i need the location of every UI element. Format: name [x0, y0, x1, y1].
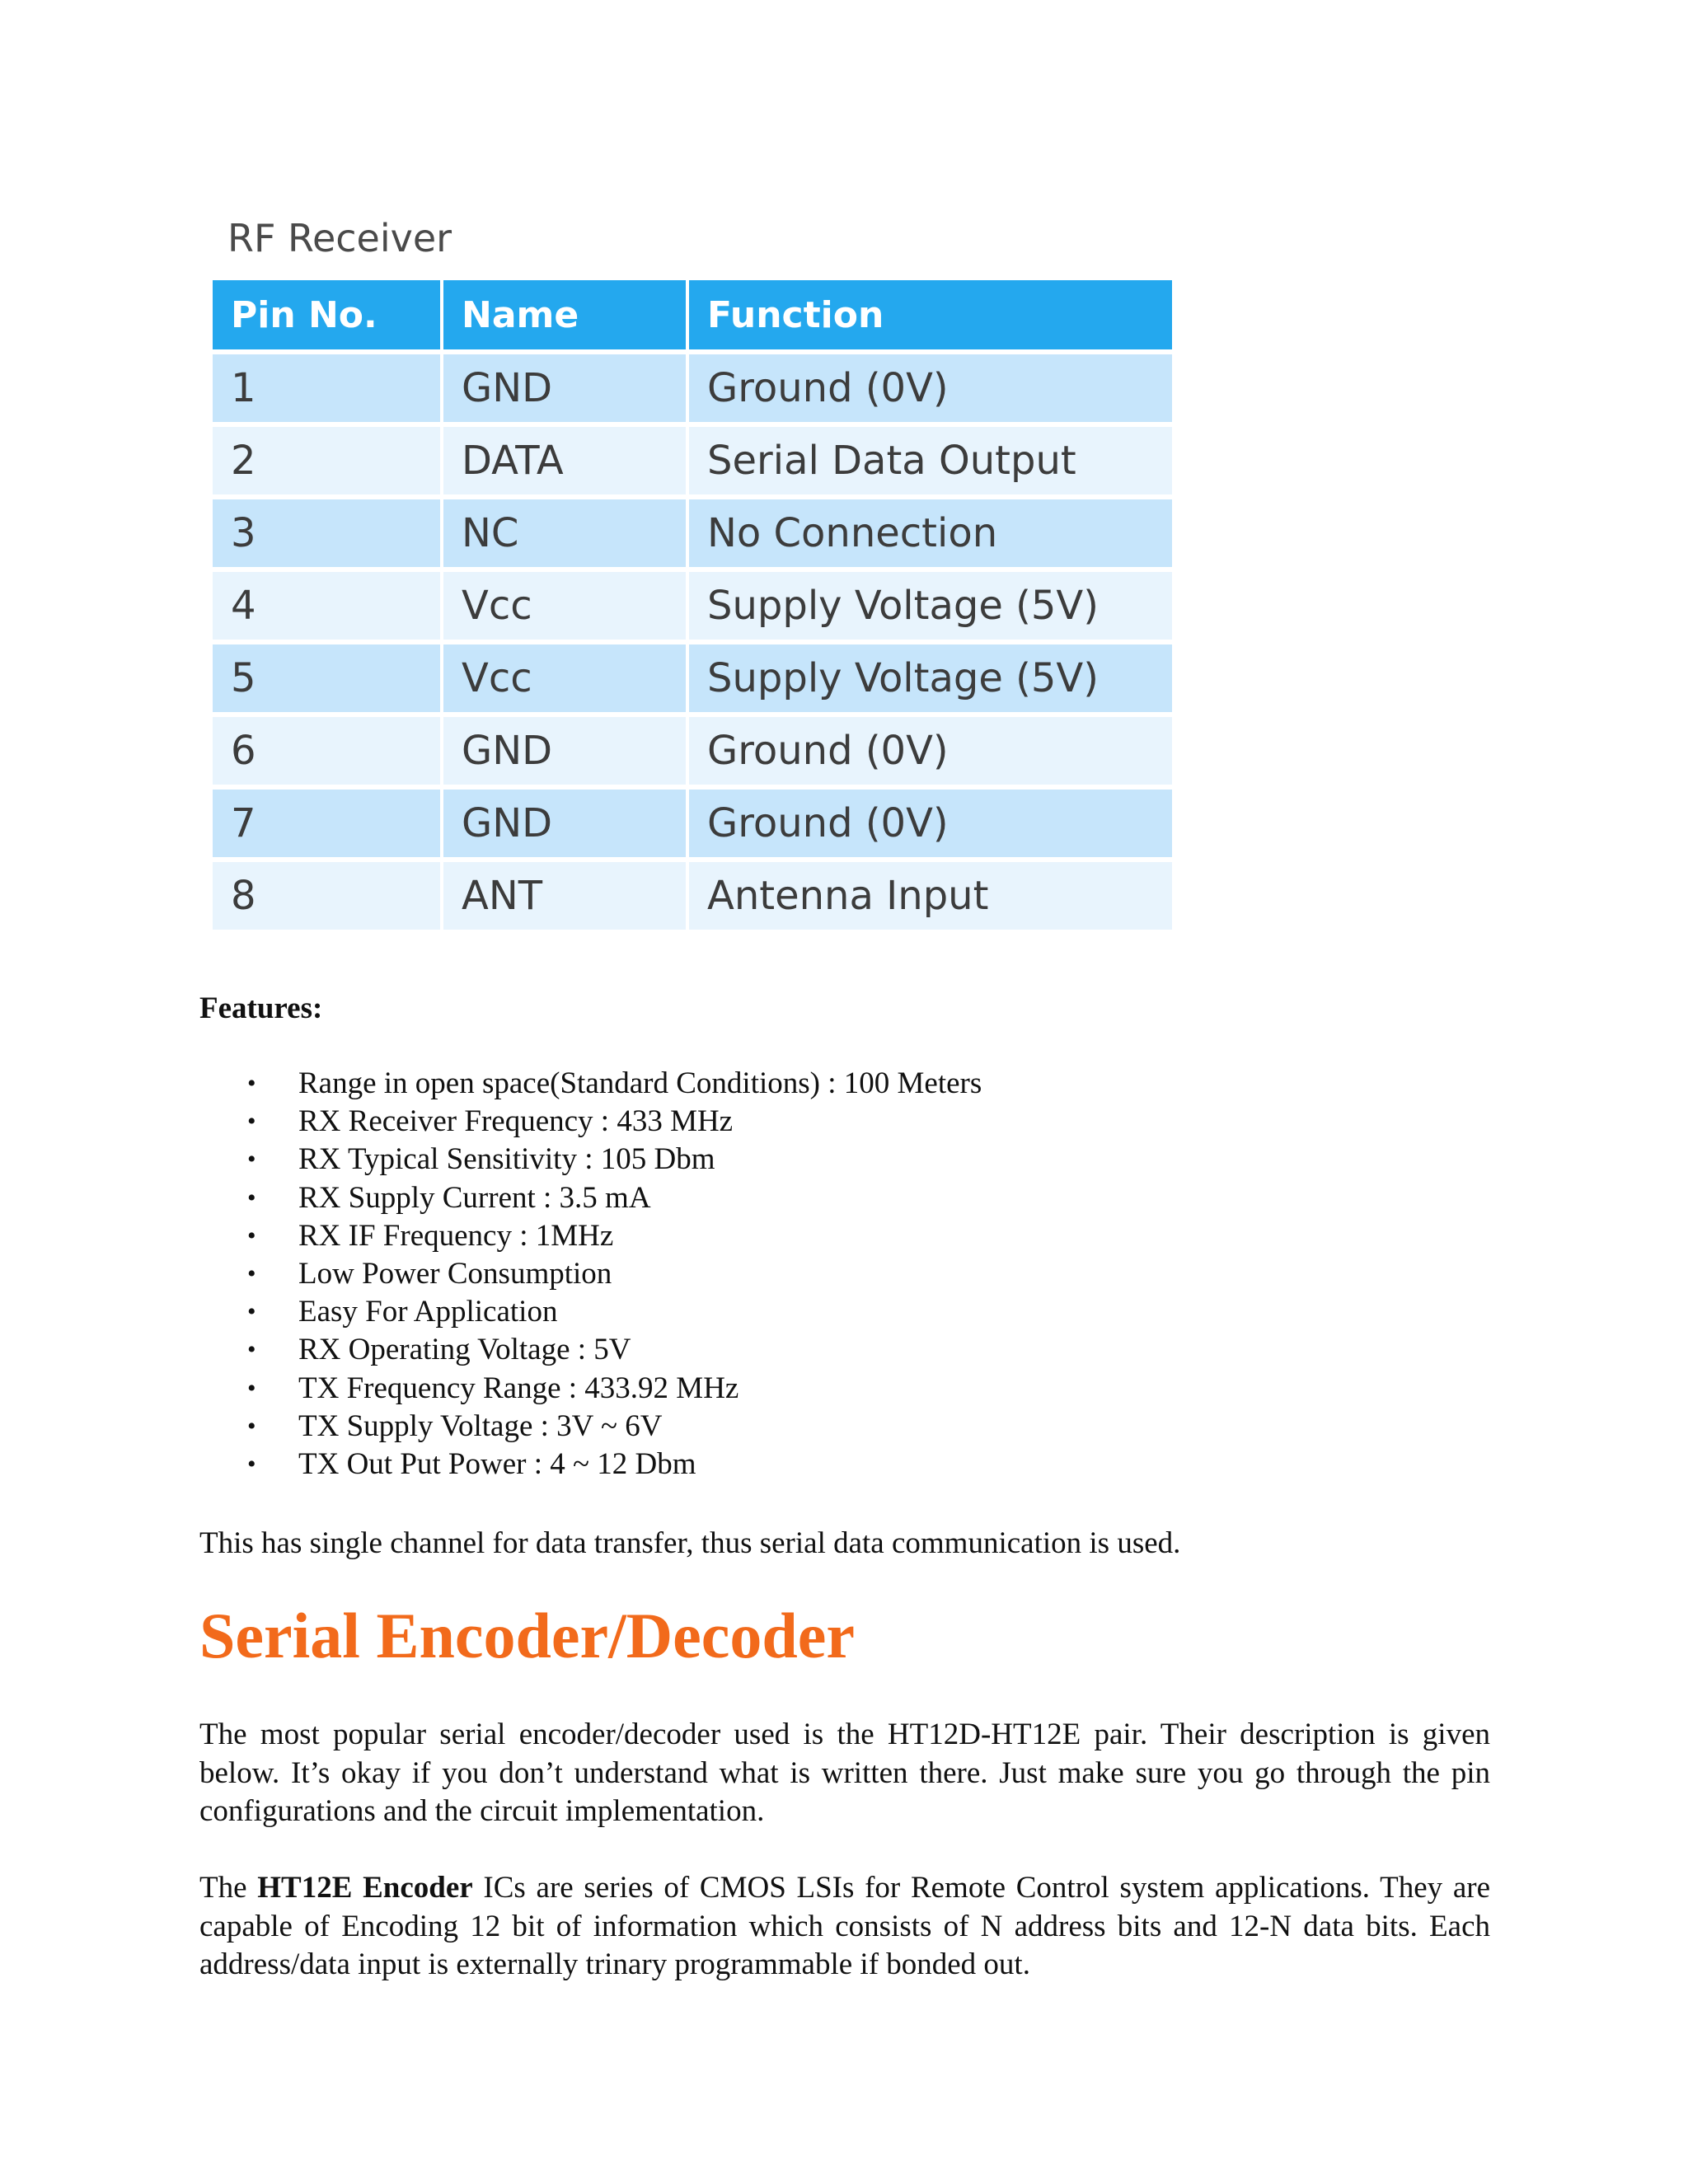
cell-pin: 5	[213, 644, 440, 712]
cell-name: GND	[443, 790, 686, 857]
list-item	[199, 1408, 982, 1446]
feature-text: TX Out Put Power : 4 ~ 12 Dbm	[298, 1446, 696, 1481]
cell-name: Vcc	[443, 644, 686, 712]
cell-pin: 4	[213, 572, 440, 640]
cell-name: ANT	[443, 862, 686, 930]
table-row	[213, 717, 1172, 785]
bullet-icon: •	[247, 1221, 256, 1249]
feature-list	[199, 1065, 982, 1483]
encoder-paragraph	[199, 1869, 1490, 1985]
list-item	[199, 1065, 982, 1103]
cell-function: Ground (0V)	[689, 717, 1172, 785]
feature-text: RX IF Frequency : 1MHz	[298, 1218, 614, 1253]
cell-function: Ground (0V)	[689, 790, 1172, 857]
feature-text: Range in open space(Standard Conditions) : 100 Meters	[298, 1066, 982, 1100]
cell-function: Supply Voltage (5V)	[689, 572, 1172, 640]
header-name: Name	[443, 280, 686, 349]
bullet-icon: •	[247, 1374, 256, 1402]
list-item	[199, 1331, 982, 1369]
table-row	[213, 427, 1172, 494]
feature-text: RX Receiver Frequency : 433 MHz	[298, 1104, 734, 1139]
cell-function: Antenna Input	[689, 862, 1172, 930]
table-row	[213, 499, 1172, 567]
cell-pin: 1	[213, 354, 440, 422]
cell-pin: 2	[213, 427, 440, 494]
feature-text: Easy For Application	[298, 1295, 558, 1329]
bullet-icon: •	[247, 1412, 256, 1440]
list-item	[199, 1103, 982, 1141]
bullet-icon: •	[247, 1108, 256, 1136]
cell-function: Serial Data Output	[689, 427, 1172, 494]
list-item	[199, 1217, 982, 1255]
header-function: Function	[689, 280, 1172, 349]
cell-name: GND	[443, 717, 686, 785]
header-pin-no: Pin No.	[213, 280, 440, 349]
cell-name: NC	[443, 499, 686, 567]
feature-text: TX Supply Voltage : 3V ~ 6V	[298, 1408, 663, 1443]
table-row	[213, 644, 1172, 712]
list-item	[199, 1141, 982, 1179]
encoder-bold-term: HT12E Encoder	[257, 1871, 473, 1905]
feature-text: RX Typical Sensitivity : 105 Dbm	[298, 1142, 715, 1177]
table-row	[213, 354, 1172, 422]
section-description: The most popular serial encoder/decoder used is the HT12D-HT12E pair. Their description is given below. It’s okay if you don’t understand what is written there. Just make sure you go through the pin configurations and the circuit implementation.	[199, 1718, 1490, 1828]
cell-function: Ground (0V)	[689, 354, 1172, 422]
list-item	[199, 1446, 982, 1483]
cell-pin: 3	[213, 499, 440, 567]
bullet-icon: •	[247, 1336, 256, 1364]
table-caption: RF Receiver	[227, 216, 452, 260]
feature-text: RX Supply Current : 3.5 mA	[298, 1180, 651, 1215]
encoder-rest: ICs are series of CMOS LSIs for Remote Control system applications. They are capable of Encoding 12 bit of information which consists of N address bits and 12-N data bits. Each address/data input is externally trinary programmable if bonded out.	[199, 1871, 1490, 1981]
cell-name: GND	[443, 354, 686, 422]
rf-receiver-pin-table	[209, 275, 1175, 935]
bullet-icon: •	[247, 1070, 256, 1097]
cell-pin: 6	[213, 717, 440, 785]
list-item	[199, 1293, 982, 1331]
feature-text: RX Operating Voltage : 5V	[298, 1333, 631, 1367]
cell-pin: 7	[213, 790, 440, 857]
feature-text: Low Power Consumption	[298, 1256, 612, 1291]
bullet-icon: •	[247, 1450, 256, 1478]
cell-name: Vcc	[443, 572, 686, 640]
encoder-prefix: The	[199, 1871, 258, 1905]
bullet-icon: •	[247, 1298, 256, 1326]
cell-function: Supply Voltage (5V)	[689, 644, 1172, 712]
table-row	[213, 572, 1172, 640]
bullet-icon: •	[247, 1146, 256, 1174]
cell-pin: 8	[213, 862, 440, 930]
feature-text: TX Frequency Range : 433.92 MHz	[298, 1371, 739, 1405]
list-item	[199, 1370, 982, 1408]
cell-function: No Connection	[689, 499, 1172, 567]
cell-name: DATA	[443, 427, 686, 494]
table-row	[213, 862, 1172, 930]
table-header-row	[213, 280, 1172, 349]
bullet-icon: •	[247, 1183, 256, 1212]
list-item	[199, 1255, 982, 1293]
channel-note: This has single channel for data transfer, thus serial data communication is used.	[199, 1526, 1181, 1560]
table-row	[213, 790, 1172, 857]
bullet-icon: •	[247, 1259, 256, 1287]
section-heading: Serial Encoder/Decoder	[199, 1600, 855, 1671]
list-item	[199, 1179, 982, 1217]
features-heading: Features:	[199, 991, 323, 1025]
